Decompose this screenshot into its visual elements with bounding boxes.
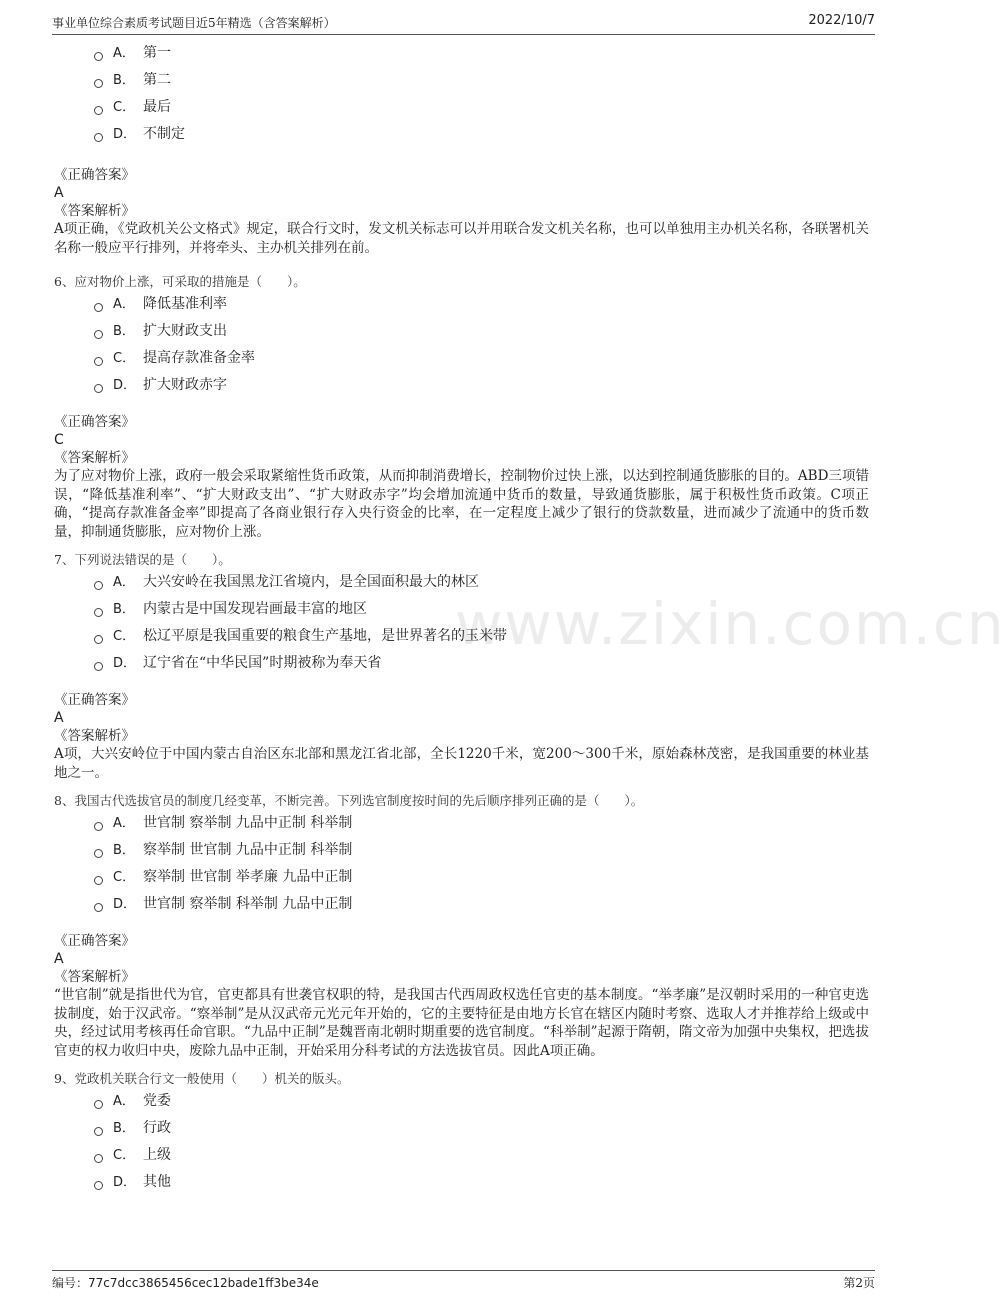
radio-icon[interactable] — [94, 357, 103, 366]
q5-answer-block — [54, 166, 869, 257]
q6-options — [94, 291, 869, 399]
q7-answer-block — [54, 691, 869, 782]
q5-options — [94, 40, 869, 148]
radio-icon[interactable] — [94, 1127, 103, 1136]
radio-icon[interactable] — [94, 581, 103, 590]
option-d[interactable]: D． 辽宁省在“中华民国”时期被称为奉天省 — [94, 650, 869, 677]
radio-icon[interactable] — [94, 303, 103, 312]
option-c[interactable]: C． 察举制 世官制 举孝廉 九品中正制 — [94, 864, 869, 891]
q7-options — [94, 569, 869, 677]
option-d[interactable]: D． 扩大财政赤字 — [94, 372, 869, 399]
radio-icon[interactable] — [94, 903, 103, 912]
answer-label: 《正确答案》 — [54, 692, 135, 708]
radio-icon[interactable] — [94, 822, 103, 831]
radio-icon[interactable] — [94, 849, 103, 858]
document-title: 事业单位综合素质考试题目近5年精选（含答案解析） — [52, 16, 336, 30]
explain-label: 《答案解析》 — [54, 450, 135, 466]
explain-label: 《答案解析》 — [54, 203, 135, 219]
option-c[interactable]: C． 上级 — [94, 1142, 869, 1169]
radio-icon[interactable] — [94, 635, 103, 644]
radio-icon[interactable] — [94, 608, 103, 617]
radio-icon[interactable] — [94, 106, 103, 115]
option-b[interactable]: B． 扩大财政支出 — [94, 318, 869, 345]
option-a[interactable]: A． 第一 — [94, 40, 869, 67]
option-a[interactable]: A． 党委 — [94, 1088, 869, 1115]
radio-icon[interactable] — [94, 662, 103, 671]
question-9: 9、党政机关联合行文一般使用（ ）机关的版头。 — [54, 1071, 350, 1086]
answer-label: 《正确答案》 — [54, 167, 135, 183]
explain-label: 《答案解析》 — [54, 728, 135, 744]
q9-options — [94, 1088, 869, 1196]
question-8: 8、我国古代选拔官员的制度几经变革，不断完善。下列选官制度按时间的先后顺序排列正确的是（ ）。 — [54, 793, 644, 808]
explanation: A项正确，《党政机关公文格式》规定，联合行文时，发文机关标志可以并用联合发文机关名称，也可以单独用主办机关名称，各联署机关名称一般应平行排列，并将牵头、主办机关排列在前。 — [54, 221, 869, 256]
watermark: www.zixin.com.cn — [455, 590, 1006, 658]
radio-icon[interactable] — [94, 52, 103, 61]
option-b[interactable]: B． 内蒙古是中国发现岩画最丰富的地区 — [94, 596, 869, 623]
option-a[interactable]: A． 降低基准利率 — [94, 291, 869, 318]
explanation: A项，大兴安岭位于中国内蒙古自治区东北部和黑龙江省北部，全长1220千米，宽200～300千米，原始森林茂密，是我国重要的林业基地之一。 — [54, 746, 869, 781]
option-c[interactable]: C． 最后 — [94, 94, 869, 121]
content — [54, 40, 869, 1196]
option-b[interactable]: B． 行政 — [94, 1115, 869, 1142]
option-d[interactable]: D． 其他 — [94, 1169, 869, 1196]
radio-icon[interactable] — [94, 876, 103, 885]
document-date: 2022/10/7 — [808, 13, 875, 28]
q8-answer-block — [54, 932, 869, 1060]
radio-icon[interactable] — [94, 330, 103, 339]
explain-label: 《答案解析》 — [54, 969, 135, 985]
q6-answer-block — [54, 413, 869, 541]
explanation: “世官制”就是指世代为官，官吏都具有世袭官权职的特，是我国古代西周政权选任官吏的基本制度。“举孝廉”是汉朝时采用的一种官吏选拔制度，始于汉武帝。“察举制”是从汉武帝元光元年开始的，它的主要特征是由地方长官在辖区内随时考察、选取人才并推荐给上级或中央，经过试用考核再任命官职。“九品中正制”是魏晋南北朝时期重要的选官制度。“科举制”起源于隋朝，隋文帝为加强中央集权，把选拔官吏的权力收归中央，废除九品中正制，开始采用分科考试的方法选拔官员。因此A项正确。 — [54, 987, 869, 1059]
explanation: 为了应对物价上涨，政府一般会采取紧缩性货币政策，从而抑制消费增长，控制物价过快上涨，以达到控制通货膨胀的目的。ABD三项错误，“降低基准利率”、“扩大财政支出”、“扩大财政赤字”均会增加流通中货币的数量，导致通货膨胀，属于积极性货币政策。C项正确，“提高存款准备金率”即提高了各商业银行存入央行资金的比率，在一定程度上减少了银行的贷款数量，进而减少了流通中的货币数量，抑制通货膨胀，应对物价上涨。 — [54, 468, 869, 540]
radio-icon[interactable] — [94, 1181, 103, 1190]
page-footer — [52, 1270, 875, 1291]
option-c[interactable]: C． 松辽平原是我国重要的粮食生产基地，是世界著名的玉米带 — [94, 623, 869, 650]
correct-answer: A — [54, 710, 64, 726]
option-d[interactable]: D． 世官制 察举制 科举制 九品中正制 — [94, 891, 869, 918]
option-a[interactable]: A． 世官制 察举制 九品中正制 科举制 — [94, 810, 869, 837]
question-7: 7、下列说法错误的是（ ）。 — [54, 552, 231, 567]
option-a[interactable]: A． 大兴安岭在我国黑龙江省境内，是全国面积最大的林区 — [94, 569, 869, 596]
q8-options — [94, 810, 869, 918]
radio-icon[interactable] — [94, 1100, 103, 1109]
answer-label: 《正确答案》 — [54, 933, 135, 949]
answer-label: 《正确答案》 — [54, 414, 135, 430]
radio-icon[interactable] — [94, 79, 103, 88]
correct-answer: C — [54, 432, 64, 448]
page-number: 第2页 — [843, 1276, 875, 1290]
document-code: 编号：77c7dcc3865456cec12bade1ff3be34e — [52, 1276, 319, 1290]
option-c[interactable]: C． 提高存款准备金率 — [94, 345, 869, 372]
option-b[interactable]: B． 第二 — [94, 67, 869, 94]
option-d[interactable]: D． 不制定 — [94, 121, 869, 148]
page-header — [52, 12, 875, 35]
question-6: 6、应对物价上涨，可采取的措施是（ ）。 — [54, 274, 306, 289]
radio-icon[interactable] — [94, 133, 103, 142]
option-b[interactable]: B． 察举制 世官制 九品中正制 科举制 — [94, 837, 869, 864]
radio-icon[interactable] — [94, 384, 103, 393]
correct-answer: A — [54, 951, 64, 967]
radio-icon[interactable] — [94, 1154, 103, 1163]
correct-answer: A — [54, 185, 64, 201]
